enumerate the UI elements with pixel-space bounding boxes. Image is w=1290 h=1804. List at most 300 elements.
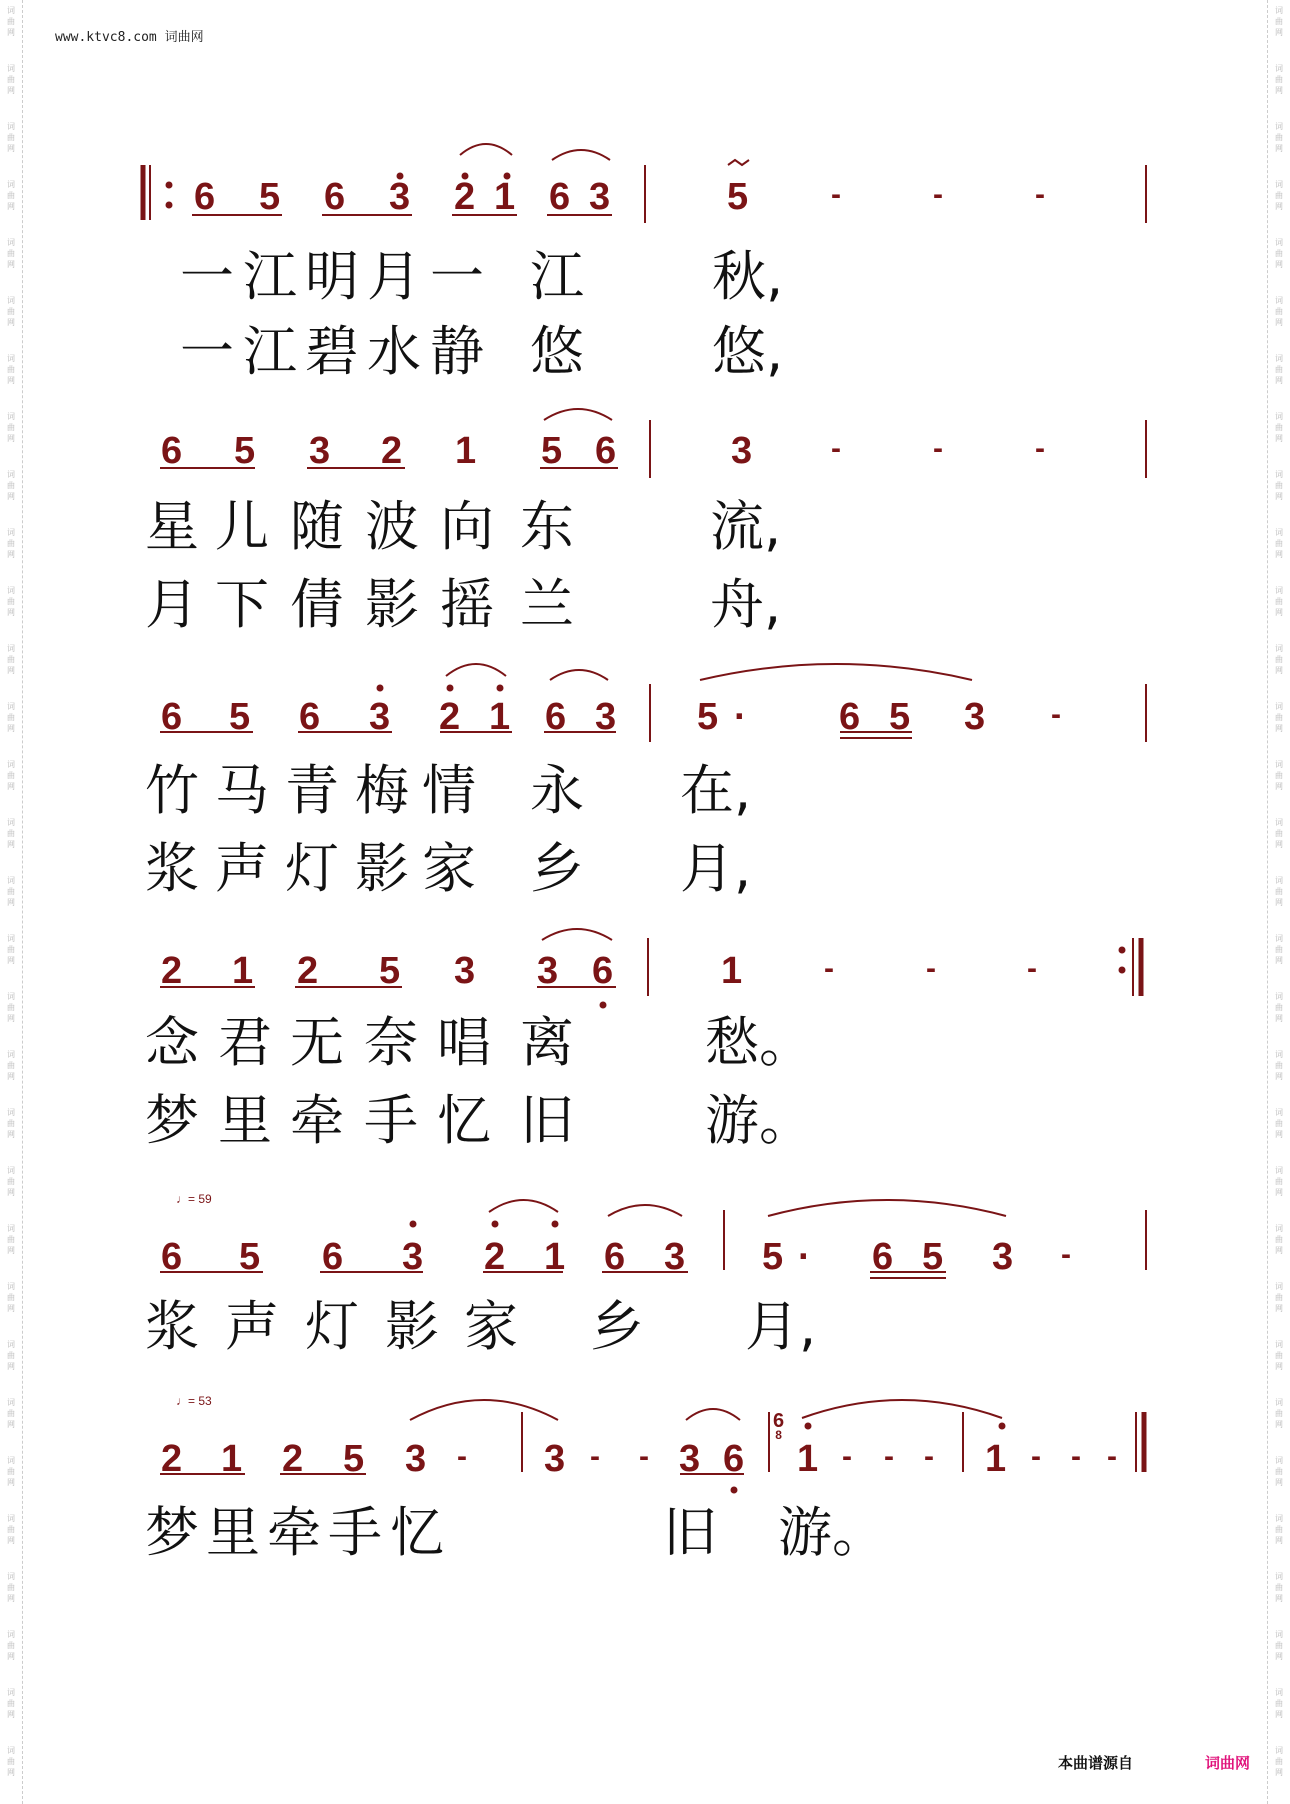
watermark-glyph: 曲 <box>7 1467 15 1476</box>
dotted-mark: · <box>798 1236 811 1278</box>
watermark-glyph: 网 <box>1275 1130 1283 1139</box>
watermark-glyph: 词 <box>1275 1340 1283 1349</box>
watermark-glyph: 曲 <box>7 1525 15 1534</box>
lyric-char: 青 <box>285 759 339 822</box>
watermark-glyph: 网 <box>7 376 15 385</box>
watermark-glyph: 词 <box>1275 64 1283 73</box>
dash-note: - <box>1031 1440 1041 1473</box>
lyric-char: 手 <box>328 1501 382 1564</box>
watermark-glyph: 曲 <box>1275 655 1283 664</box>
watermark-glyph: 网 <box>1275 840 1283 849</box>
watermark-glyph: 曲 <box>1275 829 1283 838</box>
lyric-char: 明 <box>305 245 359 308</box>
dash-note: - <box>926 952 936 985</box>
lyric-char: 情 <box>422 759 476 822</box>
octave-dot <box>166 182 173 189</box>
lyric-char: 静 <box>430 320 484 383</box>
watermark-glyph: 网 <box>7 1768 15 1777</box>
watermark-glyph: 曲 <box>1275 423 1283 432</box>
watermark-glyph: 网 <box>7 724 15 733</box>
watermark-glyph: 曲 <box>1275 133 1283 142</box>
watermark-glyph: 网 <box>7 1420 15 1429</box>
watermark-glyph: 词 <box>7 1514 15 1523</box>
note: 3 <box>595 696 617 738</box>
watermark-glyph: 曲 <box>7 481 15 490</box>
watermark-glyph: 词 <box>7 876 15 885</box>
dash-note: - <box>639 1440 649 1473</box>
watermark-glyph: 词 <box>1275 1224 1283 1233</box>
lyric-char: 江 <box>243 320 297 383</box>
lyric-char: 东 <box>520 495 574 558</box>
lyric-char: 旧 <box>663 1501 717 1564</box>
watermark-glyph: 词 <box>7 122 15 131</box>
watermark-glyph: 曲 <box>7 17 15 26</box>
note: 6 <box>322 1236 344 1278</box>
watermark-glyph: 词 <box>7 470 15 479</box>
lyric-char: 下 <box>215 573 269 636</box>
watermark-glyph: 曲 <box>1275 1177 1283 1186</box>
watermark-glyph: 词 <box>1275 760 1283 769</box>
octave-dot <box>600 1002 607 1009</box>
lyric-char: 无 <box>290 1011 344 1074</box>
octave-dot <box>410 1221 417 1228</box>
note: 1 <box>221 1438 243 1480</box>
note: 6 <box>545 696 567 738</box>
watermark-glyph: 曲 <box>1275 1119 1283 1128</box>
watermark-glyph: 词 <box>7 1630 15 1639</box>
watermark-glyph: 网 <box>1275 1478 1283 1487</box>
octave-dot <box>1119 947 1126 954</box>
watermark-glyph: 网 <box>1275 1710 1283 1719</box>
watermark-glyph: 曲 <box>1275 1641 1283 1650</box>
lyric-char: 影 <box>355 837 409 900</box>
lyric-char: 奈 <box>364 1011 418 1074</box>
lyric-char: 一 <box>180 245 234 308</box>
watermark-glyph: 网 <box>7 86 15 95</box>
watermark-glyph: 曲 <box>7 1351 15 1360</box>
note: 3 <box>964 696 986 738</box>
watermark-glyph: 网 <box>1275 492 1283 501</box>
footer-brand-link[interactable]: 词曲网 <box>1205 1754 1251 1772</box>
watermark-glyph: 词 <box>1275 354 1283 363</box>
watermark-glyph: 网 <box>1275 1652 1283 1661</box>
watermark-glyph: 词 <box>7 934 15 943</box>
watermark-glyph: 网 <box>7 840 15 849</box>
watermark-glyph: 网 <box>1275 1362 1283 1371</box>
watermark-glyph: 词 <box>1275 586 1283 595</box>
site-url: www.ktvc8.com 词曲网 <box>55 30 204 45</box>
lyric-char: 离 <box>520 1011 574 1074</box>
lyric-char: 声 <box>225 1295 279 1358</box>
note: 5 <box>259 176 281 218</box>
watermark-glyph: 曲 <box>7 1583 15 1592</box>
watermark-glyph: 网 <box>7 608 15 617</box>
watermark-glyph: 网 <box>1275 1420 1283 1429</box>
note: 2 <box>161 950 183 992</box>
lyric-char: 悠, <box>712 320 784 383</box>
watermark-glyph: 词 <box>7 180 15 189</box>
watermark-glyph: 网 <box>1275 434 1283 443</box>
watermark-glyph: 曲 <box>7 75 15 84</box>
lyric-char: 家 <box>464 1295 518 1358</box>
lyric-char: 里 <box>218 1089 272 1152</box>
octave-dot <box>447 685 454 692</box>
lyric-char: 乡 <box>530 837 584 900</box>
watermark-glyph: 网 <box>7 898 15 907</box>
octave-dot <box>166 202 173 209</box>
watermark-glyph: 曲 <box>1275 17 1283 26</box>
note: 3 <box>992 1236 1014 1278</box>
watermark-glyph: 词 <box>7 992 15 1001</box>
note: 6 <box>161 696 183 738</box>
watermark-glyph: 网 <box>7 1188 15 1197</box>
dash-note: - <box>1035 178 1045 211</box>
octave-dot <box>492 1221 499 1228</box>
lyric-char: 浆 <box>145 837 199 900</box>
note: 5 <box>379 950 401 992</box>
trill-mark <box>728 160 749 165</box>
note: 5 <box>239 1236 261 1278</box>
watermark-glyph: 曲 <box>1275 713 1283 722</box>
watermark-glyph: 词 <box>7 354 15 363</box>
watermark-glyph: 网 <box>7 1652 15 1661</box>
watermark-glyph: 曲 <box>1275 945 1283 954</box>
tie-arc <box>550 670 608 680</box>
watermark-glyph: 词 <box>7 1456 15 1465</box>
note: 2 <box>297 950 319 992</box>
tie-arc <box>768 1200 1006 1216</box>
lyric-char: 秋, <box>712 245 784 308</box>
lyric-char: 月, <box>680 837 752 900</box>
watermark-glyph: 词 <box>1275 1514 1283 1523</box>
lyric-char: 马 <box>215 759 269 822</box>
tie-arc <box>608 1205 682 1216</box>
time-signature <box>773 1412 784 1441</box>
note: 1 <box>985 1438 1007 1480</box>
watermark-glyph: 曲 <box>1275 1235 1283 1244</box>
watermark-glyph: 曲 <box>7 829 15 838</box>
watermark-glyph: 网 <box>1275 898 1283 907</box>
lyric-char: 忆 <box>437 1089 491 1152</box>
watermark-glyph: 网 <box>1275 144 1283 153</box>
watermark-glyph: 网 <box>7 666 15 675</box>
watermark-glyph: 词 <box>1275 122 1283 131</box>
dash-note: - <box>933 178 943 211</box>
watermark-glyph: 词 <box>7 1166 15 1175</box>
watermark-glyph: 网 <box>7 318 15 327</box>
watermark-glyph: 词 <box>7 818 15 827</box>
watermark-glyph: 曲 <box>1275 1757 1283 1766</box>
watermark-glyph: 曲 <box>1275 597 1283 606</box>
watermark-glyph: 曲 <box>1275 191 1283 200</box>
note: 2 <box>484 1236 506 1278</box>
lyric-char: 手 <box>364 1089 418 1152</box>
note: 1 <box>544 1236 566 1278</box>
watermark-glyph: 网 <box>1275 318 1283 327</box>
dash-note: - <box>842 1440 852 1473</box>
watermark-glyph: 曲 <box>7 133 15 142</box>
lyric-char: 梦 <box>145 1501 199 1564</box>
lyric-char: 念 <box>145 1011 199 1074</box>
watermark-glyph: 曲 <box>7 1641 15 1650</box>
note: 5 <box>727 176 749 218</box>
watermark-glyph: 词 <box>7 412 15 421</box>
watermark-glyph: 词 <box>7 64 15 73</box>
lyric-char: 碧 <box>305 320 359 383</box>
watermark-glyph: 曲 <box>7 1177 15 1186</box>
watermark-glyph: 曲 <box>7 1235 15 1244</box>
note: 6 <box>604 1236 626 1278</box>
watermark-glyph: 曲 <box>7 945 15 954</box>
octave-dot <box>731 1487 738 1494</box>
watermark-glyph: 词 <box>1275 1630 1283 1639</box>
watermark-glyph: 曲 <box>1275 1293 1283 1302</box>
lyric-char: 梅 <box>355 759 409 822</box>
watermark-glyph: 曲 <box>7 1293 15 1302</box>
watermark-glyph: 曲 <box>7 1119 15 1128</box>
note: 3 <box>537 950 559 992</box>
watermark-glyph: 网 <box>1275 782 1283 791</box>
lyric-char: 乡 <box>590 1295 644 1358</box>
watermark-glyph: 曲 <box>7 249 15 258</box>
lyric-char: 牵 <box>267 1501 321 1564</box>
lyric-char: 月 <box>367 245 421 308</box>
watermark-glyph: 网 <box>1275 724 1283 733</box>
watermark-glyph: 词 <box>7 1340 15 1349</box>
note: 1 <box>455 430 477 472</box>
note: 2 <box>381 430 403 472</box>
watermark-glyph: 词 <box>1275 238 1283 247</box>
watermark-glyph: 曲 <box>1275 1525 1283 1534</box>
octave-dot <box>805 1423 812 1430</box>
dash-note: - <box>933 432 943 465</box>
note: 3 <box>664 1236 686 1278</box>
dash-note: - <box>1061 1238 1071 1271</box>
note: 5 <box>234 430 256 472</box>
octave-dot <box>999 1423 1006 1430</box>
lyric-char: 向 <box>440 495 494 558</box>
note: 3 <box>389 176 411 218</box>
watermark-glyph: 曲 <box>1275 1409 1283 1418</box>
lyric-char: 唱 <box>437 1011 491 1074</box>
lyric-char: 声 <box>215 837 269 900</box>
lyric-char: 月 <box>145 573 199 636</box>
note: 1 <box>494 176 516 218</box>
watermark-glyph: 曲 <box>7 191 15 200</box>
time-signature-top: 6 <box>773 1410 785 1432</box>
dash-note: - <box>924 1440 934 1473</box>
watermark-glyph: 网 <box>1275 1768 1283 1777</box>
note: 3 <box>731 430 753 472</box>
watermark-glyph: 曲 <box>1275 75 1283 84</box>
dash-note: - <box>824 952 834 985</box>
note: 2 <box>439 696 461 738</box>
watermark-glyph: 曲 <box>1275 1699 1283 1708</box>
lyric-char: 随 <box>290 495 344 558</box>
lyric-char: 波 <box>365 495 419 558</box>
lyric-char: 愁。 <box>705 1011 813 1074</box>
note: 3 <box>679 1438 701 1480</box>
dash-note: - <box>831 432 841 465</box>
watermark-glyph: 网 <box>1275 260 1283 269</box>
watermark-glyph: 网 <box>7 1478 15 1487</box>
lyric-char: 梦 <box>145 1089 199 1152</box>
watermark-glyph: 曲 <box>7 1699 15 1708</box>
watermark-glyph: 网 <box>1275 1304 1283 1313</box>
watermark-glyph: 词 <box>1275 818 1283 827</box>
watermark-glyph: 网 <box>7 28 15 37</box>
lyric-char: 浆 <box>145 1295 199 1358</box>
watermark-glyph: 曲 <box>1275 887 1283 896</box>
tie-arc <box>544 409 612 420</box>
watermark-glyph: 网 <box>7 1710 15 1719</box>
watermark-glyph: 词 <box>1275 1108 1283 1117</box>
watermark-glyph: 词 <box>7 1746 15 1755</box>
tie-arc <box>686 1409 740 1420</box>
watermark-glyph: 网 <box>1275 1246 1283 1255</box>
watermark-glyph: 网 <box>7 1594 15 1603</box>
octave-dot <box>1119 967 1126 974</box>
lyric-char: 灯 <box>285 837 339 900</box>
watermark-glyph: 网 <box>7 434 15 443</box>
watermark-glyph: 词 <box>1275 876 1283 885</box>
watermark-glyph: 网 <box>7 782 15 791</box>
octave-dot <box>497 685 504 692</box>
lyric-char: 江 <box>243 245 297 308</box>
lyric-char: 竹 <box>145 759 199 822</box>
watermark-glyph: 网 <box>1275 1536 1283 1545</box>
octave-dot <box>552 1221 559 1228</box>
watermark-glyph: 词 <box>7 1398 15 1407</box>
note: 3 <box>309 430 331 472</box>
watermark-glyph: 词 <box>1275 1282 1283 1291</box>
watermark-glyph: 网 <box>7 1362 15 1371</box>
watermark-glyph: 曲 <box>1275 1351 1283 1360</box>
note: 3 <box>405 1438 427 1480</box>
note: 6 <box>324 176 346 218</box>
watermark-glyph: 网 <box>7 492 15 501</box>
watermark-glyph: 词 <box>7 6 15 15</box>
watermark-glyph: 网 <box>7 202 15 211</box>
watermark-glyph: 词 <box>1275 1688 1283 1697</box>
tie-arc <box>542 929 612 940</box>
lyric-char: 灯 <box>305 1295 359 1358</box>
tie-arc <box>460 144 512 155</box>
watermark-glyph: 网 <box>7 144 15 153</box>
note: 1 <box>721 950 743 992</box>
watermark-glyph: 词 <box>7 1572 15 1581</box>
watermark-glyph: 网 <box>1275 1072 1283 1081</box>
watermark-glyph: 网 <box>7 1246 15 1255</box>
watermark-glyph: 曲 <box>7 597 15 606</box>
watermark-glyph: 词 <box>1275 180 1283 189</box>
note: 5 <box>697 696 719 738</box>
note: 6 <box>161 430 183 472</box>
watermark-glyph: 词 <box>7 1224 15 1233</box>
dash-note: - <box>1027 952 1037 985</box>
watermark-glyph: 网 <box>7 260 15 269</box>
note: 3 <box>589 176 611 218</box>
lyric-char: 倩 <box>290 573 344 636</box>
note: 1 <box>797 1438 819 1480</box>
note: 6 <box>592 950 614 992</box>
watermark-glyph: 词 <box>1275 6 1283 15</box>
watermark-glyph: 曲 <box>7 713 15 722</box>
watermark-glyph: 曲 <box>1275 1467 1283 1476</box>
tie-arc <box>410 1400 558 1420</box>
watermark-glyph: 词 <box>7 644 15 653</box>
dash-note: - <box>884 1440 894 1473</box>
time-signature-bottom: 8 <box>775 1428 782 1442</box>
note: 6 <box>723 1438 745 1480</box>
dash-note: - <box>1107 1440 1117 1473</box>
dash-note: - <box>1071 1440 1081 1473</box>
tie-arc <box>802 1400 1002 1418</box>
note: 3 <box>454 950 476 992</box>
note: 6 <box>595 430 617 472</box>
watermark-glyph: 词 <box>7 238 15 247</box>
watermark-glyph: 词 <box>1275 470 1283 479</box>
watermark-glyph: 词 <box>7 1050 15 1059</box>
lyric-char: 影 <box>365 573 419 636</box>
note: 5 <box>541 430 563 472</box>
watermark-glyph: 曲 <box>7 1003 15 1012</box>
watermark-glyph: 曲 <box>1275 1061 1283 1070</box>
watermark-glyph: 词 <box>7 528 15 537</box>
note: 6 <box>194 176 216 218</box>
note: 6 <box>839 696 861 738</box>
tie-arc <box>552 150 610 160</box>
watermark-glyph: 曲 <box>7 423 15 432</box>
note: 5 <box>889 696 911 738</box>
note: 3 <box>402 1236 424 1278</box>
lyric-char: 星 <box>145 495 199 558</box>
watermark-glyph: 词 <box>1275 702 1283 711</box>
watermark-glyph: 曲 <box>7 1061 15 1070</box>
watermark-glyph: 曲 <box>1275 481 1283 490</box>
lyric-char: 影 <box>385 1295 439 1358</box>
tie-arc <box>700 664 972 680</box>
tempo-mark-1: ♩= 59 <box>176 1192 212 1206</box>
watermark-glyph: 曲 <box>7 771 15 780</box>
watermark-glyph: 词 <box>1275 412 1283 421</box>
tie-arc <box>489 1200 558 1212</box>
watermark-glyph: 词 <box>7 1282 15 1291</box>
watermark-glyph: 网 <box>1275 608 1283 617</box>
watermark-glyph: 词 <box>1275 296 1283 305</box>
watermark-glyph: 词 <box>7 296 15 305</box>
watermark-glyph: 词 <box>7 760 15 769</box>
watermark-glyph: 曲 <box>1275 249 1283 258</box>
tempo-mark-2: ♩= 53 <box>176 1394 212 1408</box>
note: 3 <box>369 696 391 738</box>
watermark-glyph: 词 <box>7 1688 15 1697</box>
dash-note: - <box>590 1440 600 1473</box>
note: 3 <box>544 1438 566 1480</box>
lyric-char: 水 <box>367 320 421 383</box>
watermark-glyph: 网 <box>7 956 15 965</box>
note: 2 <box>282 1438 304 1480</box>
watermark-glyph: 曲 <box>1275 365 1283 374</box>
watermark-glyph: 网 <box>7 1304 15 1313</box>
note: 1 <box>232 950 254 992</box>
lyric-char: 悠 <box>530 320 584 383</box>
lyric-char: 游。 <box>705 1089 813 1152</box>
lyric-char: 兰 <box>520 573 574 636</box>
dash-note: - <box>1035 432 1045 465</box>
watermark-glyph: 网 <box>1275 86 1283 95</box>
note: 1 <box>489 696 511 738</box>
